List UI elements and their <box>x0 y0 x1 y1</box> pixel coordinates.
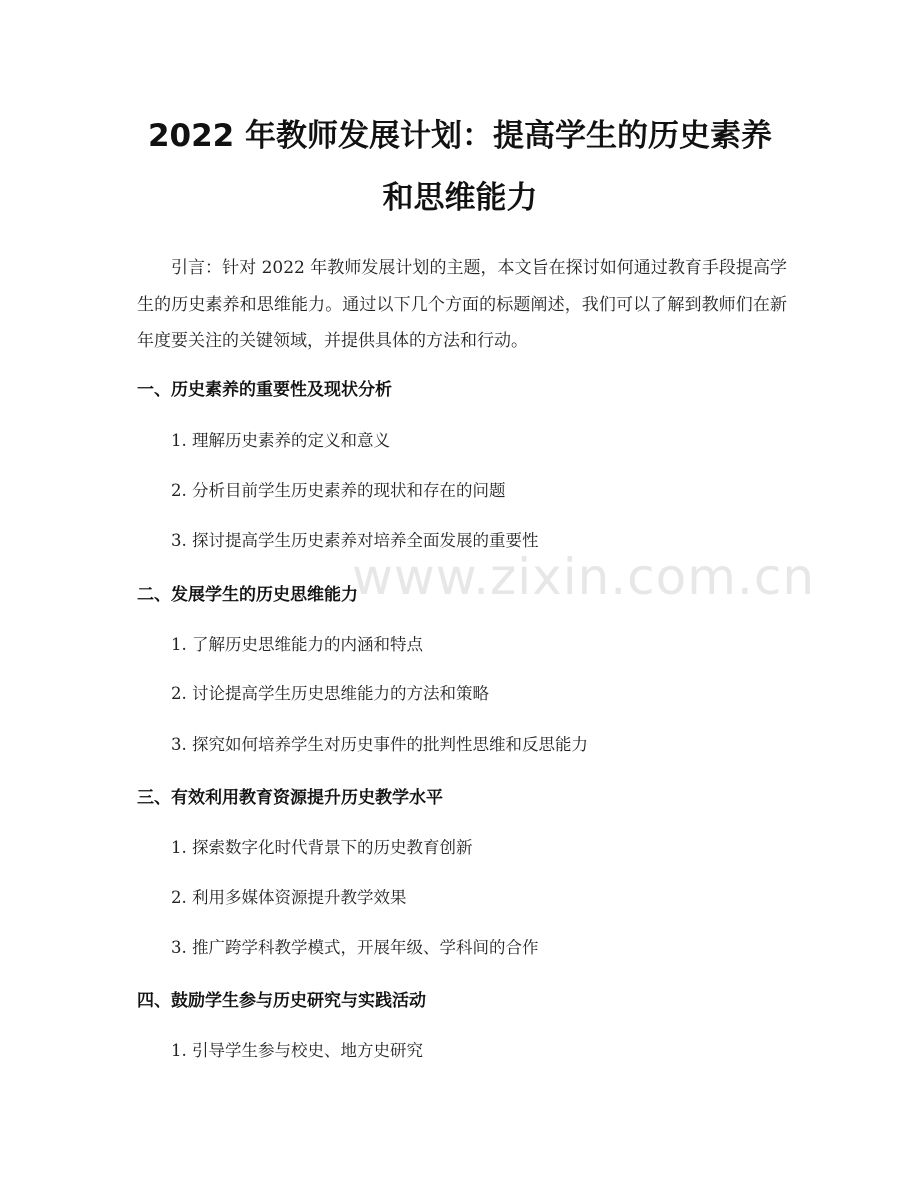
document-title-line-2: 和思维能力 <box>382 180 538 216</box>
list-item: 1. 理解历史素养的定义和意义 <box>171 431 390 450</box>
list-item: 1. 了解历史思维能力的内涵和特点 <box>171 635 423 654</box>
list-item: 2. 讨论提高学生历史思维能力的方法和策略 <box>171 684 489 703</box>
list-item: 2. 分析目前学生历史素养的现状和存在的问题 <box>171 481 506 500</box>
intro-paragraph: 引言：针对 2022 年教师发展计划的主题，本文旨在探讨如何通过教育手段提高学生的历史素养和思维能力。通过以下几个方面的标题阐述，我们可以了解到教师们在新年度要关注的关键领域，并提供具体的方法和行动。 <box>137 258 787 351</box>
list-item: 3. 探究如何培养学生对历史事件的批判性思维和反思能力 <box>171 735 588 754</box>
list-item: 1. 引导学生参与校史、地方史研究 <box>171 1041 423 1060</box>
section-heading-2: 二、发展学生的历史思维能力 <box>137 585 358 605</box>
watermark: www.zixin.com.cn <box>352 548 816 606</box>
list-item: 3. 推广跨学科教学模式，开展年级、学科间的合作 <box>171 938 539 957</box>
list-item: 3. 探讨提高学生历史素养对培养全面发展的重要性 <box>171 531 539 550</box>
section-heading-4: 四、鼓励学生参与历史研究与实践活动 <box>137 991 426 1011</box>
section-heading-3: 三、有效利用教育资源提升历史教学水平 <box>137 788 443 808</box>
list-item: 2. 利用多媒体资源提升教学效果 <box>171 888 407 907</box>
list-item: 1. 探索数字化时代背景下的历史教育创新 <box>171 838 473 857</box>
section-heading-1: 一、历史素养的重要性及现状分析 <box>137 380 392 400</box>
document-title-line-1: 2022 年教师发展计划：提高学生的历史素养 <box>147 118 773 154</box>
